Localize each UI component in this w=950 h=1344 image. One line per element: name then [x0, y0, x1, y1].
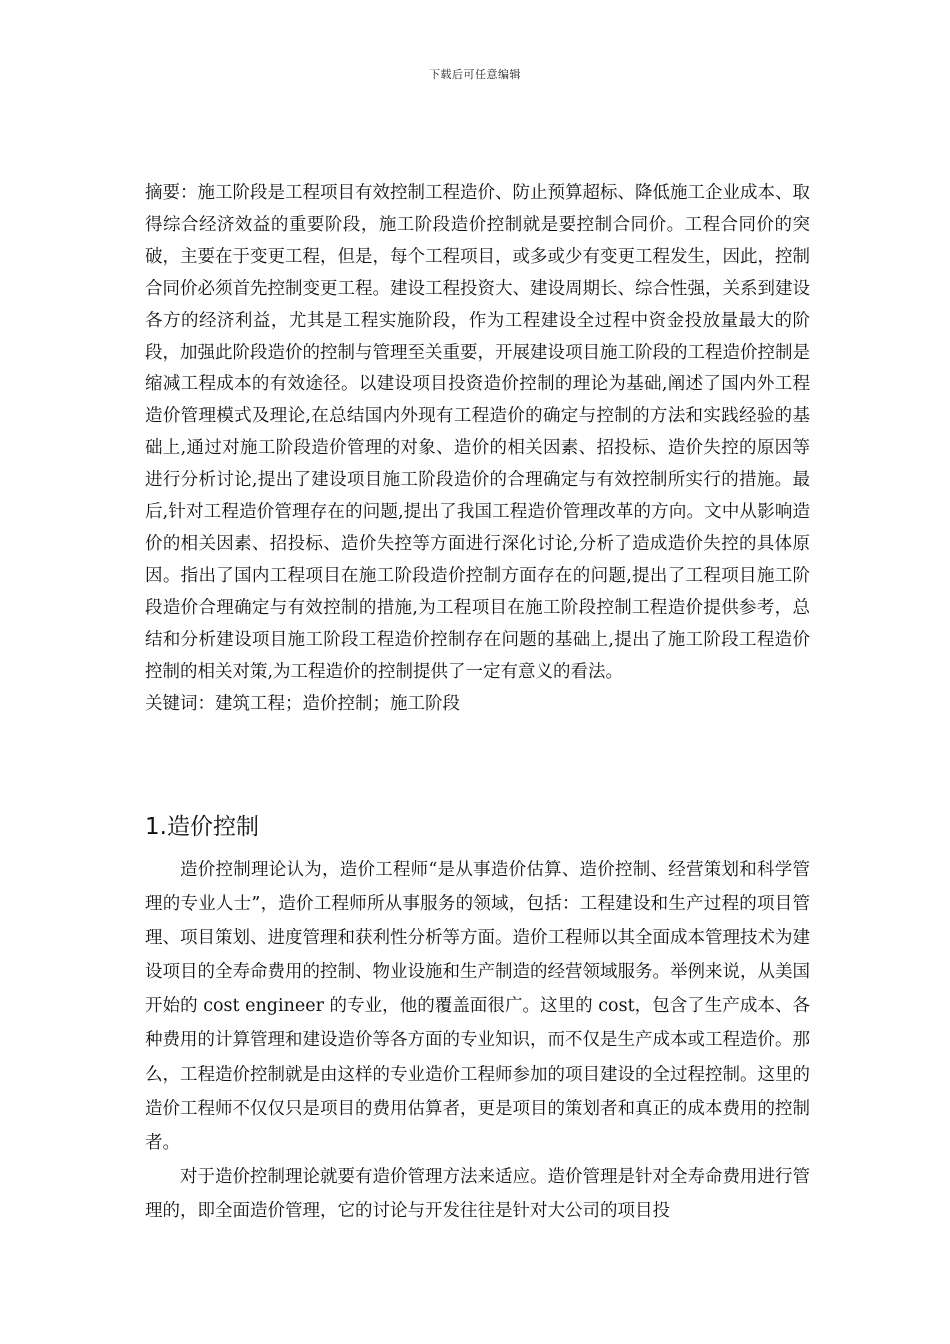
abstract-text: 摘要：施工阶段是工程项目有效控制工程造价、防止预算超标、降低施工企业成本、取得综合经济效益的重要阶段，施工阶段造价控制就是要控制合同价。工程合同价的突破，主要在于变更工程，但是，每个工程项目，或多或少有变更工程发生，因此，控制合同价必须首先控制变更工程。建设工程投资大、建设周期长、综合性强，关系到建设各方的经济利益，尤其是工程实施阶段，作为工程建设全过程中资金投放量最大的阶段，加强此阶段造价的控制与管理至关重要，开展建设项目施工阶段的工程造价控制是缩减工程成本的有效途径。以建设项目投资造价控制的理论为基础,阐述了国内外工程造价管理模式及理论,在总结国内外现有工程造价的确定与控制的方法和实践经验的基础上,通过对施工阶段造价管理的对象、造价的相关因素、招投标、造价失控的原因等进行分析讨论,提出了建设项目施工阶段造价的合理确定与有效控制所实行的措施。最后,针对工程造价管理存在的问题,提出了我国工程造价管理改革的方向。文中从影响造价的相关因素、招投标、造价失控等方面进行深化讨论,分析了造成造价失控的具体原因。指出了国内工程项目在施工阶段造价控制方面存在的问题,提出了工程项目施工阶段造价合理确定与有效控制的措施,为工程项目在施工阶段控制工程造价提供参考，总结和分析建设项目施工阶段工程造价控制存在问题的基础上,提出了施工阶段工程造价控制的相关对策,为工程造价的控制提供了一定有意义的看法。 [145, 183, 810, 682]
paragraph: 造价控制理论认为，造价工程师“是从事造价估算、造价控制、经营策划和科学管理的专业人士”，造价工程师所从事服务的领域，包括：工程建设和生产过程的项目管理、项目策划、进度管理和获利性分析等方面。造价工程师以其全面成本管理技术为建设项目的全寿命费用的控制、物业设施和生产制造的经营领域服务。举例来说，从美国开始的 cost engineer 的专业，他的覆盖面很广。这里的 cost，包含了生产成本、各种费用的计算管理和建设造价等各方面的专业知识，而不仅是生产成本或工程造价。那么，工程造价控制就是由这样的专业造价工程师参加的项目建设的全过程控制。这里的造价工程师不仅仅只是项目的费用估算者，更是项目的策划者和真正的成本费用的控制者。 [145, 860, 810, 1153]
paragraph: 对于造价控制理论就要有造价管理方法来适应。造价管理是针对全寿命费用进行管理的，即全面造价管理，它的讨论与开发往往是针对大公司的项目投 [145, 1166, 810, 1221]
section-body [145, 853, 810, 1228]
keywords-line: 关键词：建筑工程；造价控制；施工阶段 [145, 693, 460, 714]
page-header: 下载后可任意编辑 [429, 68, 521, 81]
section-heading: 1.造价控制 [145, 814, 259, 840]
abstract-block [145, 178, 810, 720]
